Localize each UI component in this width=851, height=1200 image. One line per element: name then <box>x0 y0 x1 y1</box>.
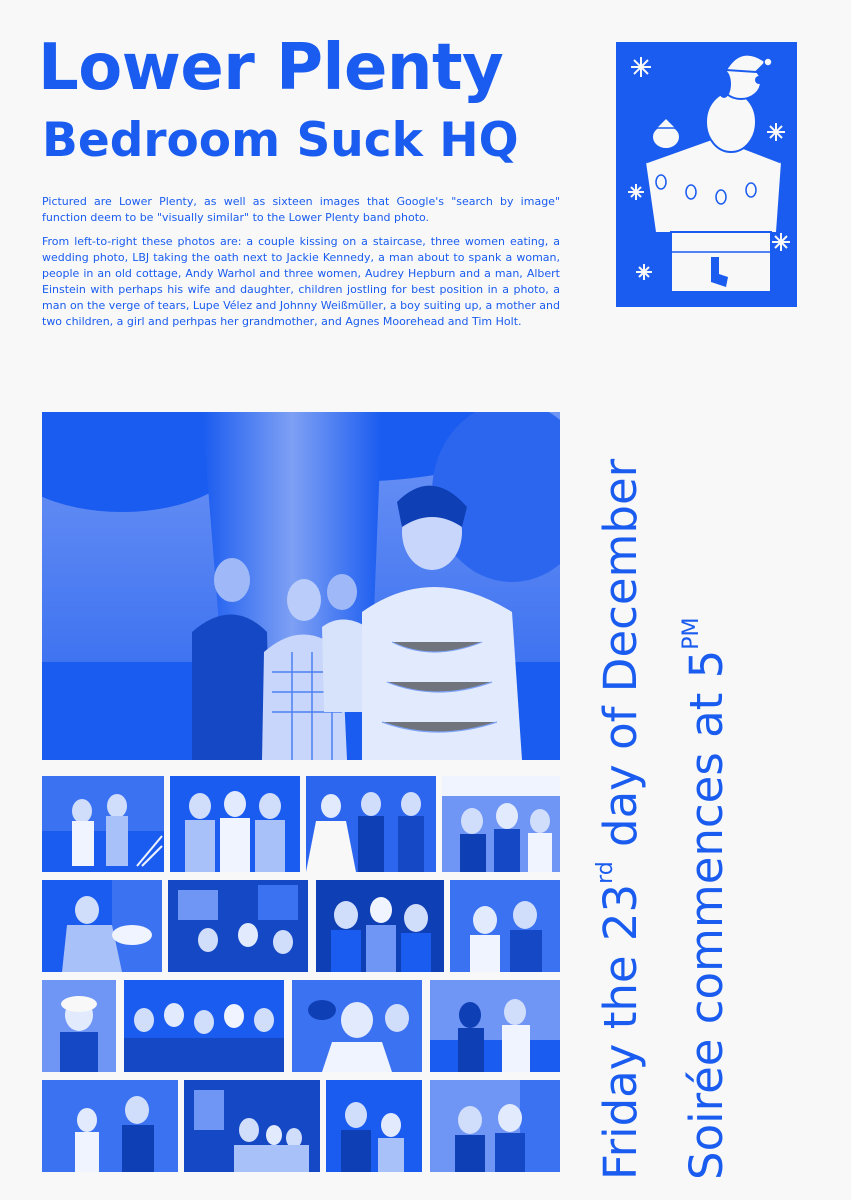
poster-title: Lower Plenty <box>38 31 504 105</box>
event-date <box>593 458 647 1180</box>
band-photo <box>42 412 560 760</box>
event-details <box>593 370 846 1180</box>
thumbnail-lbj-oath <box>442 776 560 872</box>
intro-text <box>42 194 560 338</box>
thumbnail-couple-staircase <box>42 776 164 872</box>
poster-subtitle: Bedroom Suck HQ <box>42 113 519 168</box>
thumbnail-man-verge-of-tears <box>292 980 422 1072</box>
thumbnail-andy-warhol <box>316 880 444 972</box>
thumbnail-old-cottage <box>168 880 308 972</box>
thumbnail-three-women-eating <box>170 776 300 872</box>
thumbnail-lupe-velez <box>430 980 560 1072</box>
event-time-suffix: PM <box>679 617 704 650</box>
thumbnail-mother-two-children <box>184 1080 320 1172</box>
thumbnail-children-jostling <box>124 980 284 1072</box>
thumbnail-girl-grandmother <box>326 1080 422 1172</box>
intro-paragraph-1: Pictured are Lower Plenty, as well as sixteen images that Google's "search by image" function deem to be "visually similar" to the Lower Plenty band photo. <box>42 195 560 224</box>
intro-paragraph-2: From left-to-right these photos are: a couple kissing on a staircase, three women eating, a wedding photo, LBJ taking the oath next to Jackie Kennedy, a man about to spank a woman, people in an old cottage, Andy Warhol and three women, Audrey Hepburn and a man, Albert Einstein with perhaps his wife and daughter, children jostling for best position in a photo, a man on the verge of tears, Lupe Vélez and Johnny Weißmüller, a boy suiting up, a mother and two children, a girl and perhpas her grandmother, and Agnes Moorehead and Tim Holt. <box>42 235 560 328</box>
thumbnail-agnes-moorehead <box>430 1080 560 1172</box>
event-date-ordinal: rd <box>593 861 618 884</box>
event-time-prefix: Soirée commences at 5 <box>680 649 733 1180</box>
event-date-suffix: day of December <box>594 458 647 862</box>
thumbnail-boy-suiting-up <box>42 1080 178 1172</box>
event-date-prefix: Friday the 23 <box>594 883 647 1180</box>
thumbnail-man-spank <box>42 880 162 972</box>
thumbnail-wedding-photo <box>306 776 436 872</box>
event-time <box>679 617 733 1180</box>
thumbnail-albert-einstein <box>42 980 116 1072</box>
thumbnail-audrey-hepburn <box>450 880 560 972</box>
snoopy-doghouse-illustration <box>616 42 797 307</box>
